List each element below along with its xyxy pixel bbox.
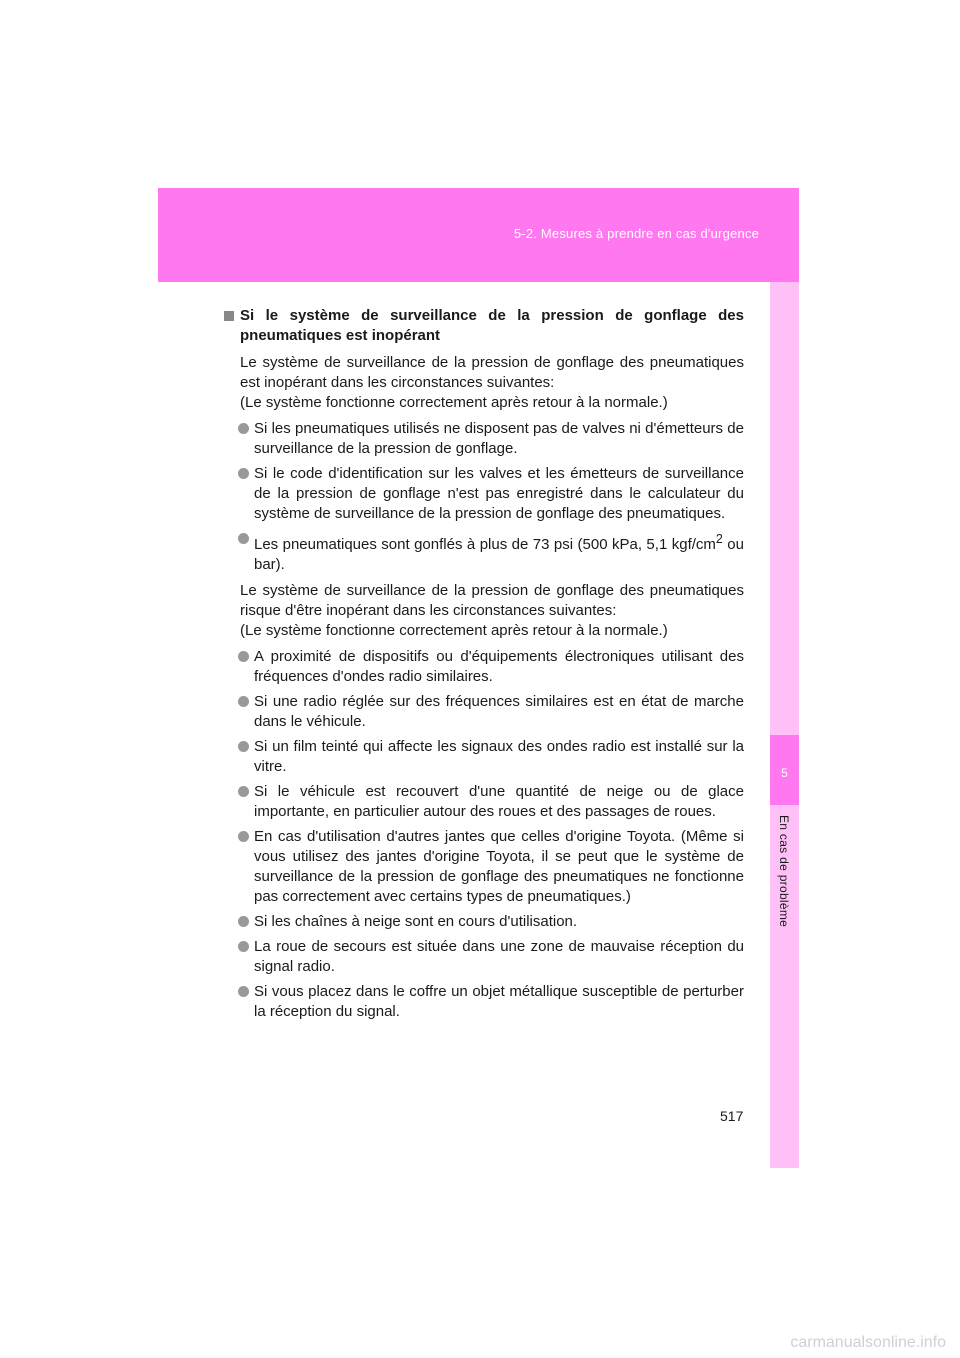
list-item [224, 982, 744, 1022]
intro-paragraph-2 [224, 581, 744, 641]
bullet-list-1 [224, 419, 744, 575]
side-tab-lower [770, 805, 799, 1168]
bullet-dot-icon [238, 533, 249, 544]
list-item-text: Si un film teinté qui affecte les signaux des ondes radio est installé sur la vitre. [254, 738, 744, 775]
bullet-dot-icon [238, 916, 249, 927]
list-item [224, 419, 744, 459]
pressure-text-end: ou bar). [254, 536, 744, 573]
list-item [224, 464, 744, 524]
superscript-two: 2 [715, 532, 723, 546]
page-number: 517 [720, 1108, 744, 1124]
intro-paragraph-1 [224, 353, 744, 413]
note-text-1: (Le système fonctionne correctement après retour à la normale.) [240, 394, 668, 411]
chapter-title: En cas de problème [777, 815, 791, 928]
bullet-list-2 [224, 647, 744, 1022]
bullet-dot-icon [238, 941, 249, 952]
chapter-number: 5 [781, 766, 788, 780]
bullet-dot-icon [238, 423, 249, 434]
list-item-text: Si le code d'identification sur les valves et les émetteurs de surveillance de la pression de gonflage n'est pas enregistré dans le calculateur du système de surveillance de la pression de gonflage des pneumatiques. [254, 465, 744, 522]
bullet-dot-icon [238, 651, 249, 662]
list-item [224, 782, 744, 822]
bullet-dot-icon [238, 468, 249, 479]
list-item [224, 647, 744, 687]
list-item [224, 937, 744, 977]
header-band [158, 188, 799, 282]
section-heading [224, 306, 744, 346]
main-content [224, 306, 744, 1028]
chapter-tab [770, 735, 799, 805]
bullet-dot-icon [238, 986, 249, 997]
square-bullet-icon [224, 311, 234, 321]
list-item [224, 529, 744, 575]
list-item [224, 912, 744, 932]
pressure-text: Les pneumatiques sont gonflés à plus de 73 psi (500 kPa, 5,1 kgf/cm [254, 536, 716, 553]
list-item [224, 737, 744, 777]
list-item-text: La roue de secours est située dans une zone de mauvaise réception du signal radio. [254, 938, 744, 975]
note-text-2: (Le système fonctionne correctement après retour à la normale.) [240, 622, 668, 639]
bullet-dot-icon [238, 741, 249, 752]
section-heading-text: Si le système de surveillance de la pression de gonflage des pneumatiques est inopérant [240, 307, 744, 344]
list-item-text: A proximité de dispositifs ou d'équipements électroniques utilisant des fréquences d'ondes radio similaires. [254, 648, 744, 685]
side-tab-upper [770, 282, 799, 735]
intro-text-1: Le système de surveillance de la pression de gonflage des pneumatiques est inopérant dans les circonstances suivantes: [240, 354, 744, 391]
list-item-text: Si les pneumatiques utilisés ne disposent pas de valves ni d'émetteurs de surveillance de la pression de gonflage. [254, 420, 744, 457]
bullet-dot-icon [238, 786, 249, 797]
section-breadcrumb: 5-2. Mesures à prendre en cas d'urgence [513, 226, 759, 241]
list-item-text: Si vous placez dans le coffre un objet métallique susceptible de perturber la réception du signal. [254, 983, 744, 1020]
bullet-dot-icon [238, 696, 249, 707]
list-item [224, 827, 744, 907]
list-item-text: En cas d'utilisation d'autres jantes que celles d'origine Toyota. (Même si vous utilisez des jantes d'origine Toyota, il se peut que le système de surveillance de la pression de gonflage des pneumatiques ne fonctionne pas correctement avec certains types de pneumatiques.) [254, 828, 744, 905]
watermark: carmanualsonline.info [790, 1334, 946, 1351]
intro-text-2: Le système de surveillance de la pression de gonflage des pneumatiques risque d'être inopérant dans les circonstances suivantes: [240, 582, 744, 619]
list-item-text: Si une radio réglée sur des fréquences similaires est en état de marche dans le véhicule. [254, 693, 744, 730]
list-item-text: Si le véhicule est recouvert d'une quantité de neige ou de glace importante, en particulier autour des roues et des passages de roues. [254, 783, 744, 820]
list-item [224, 692, 744, 732]
bullet-dot-icon [238, 831, 249, 842]
list-item-text: Si les chaînes à neige sont en cours d'utilisation. [254, 913, 578, 930]
